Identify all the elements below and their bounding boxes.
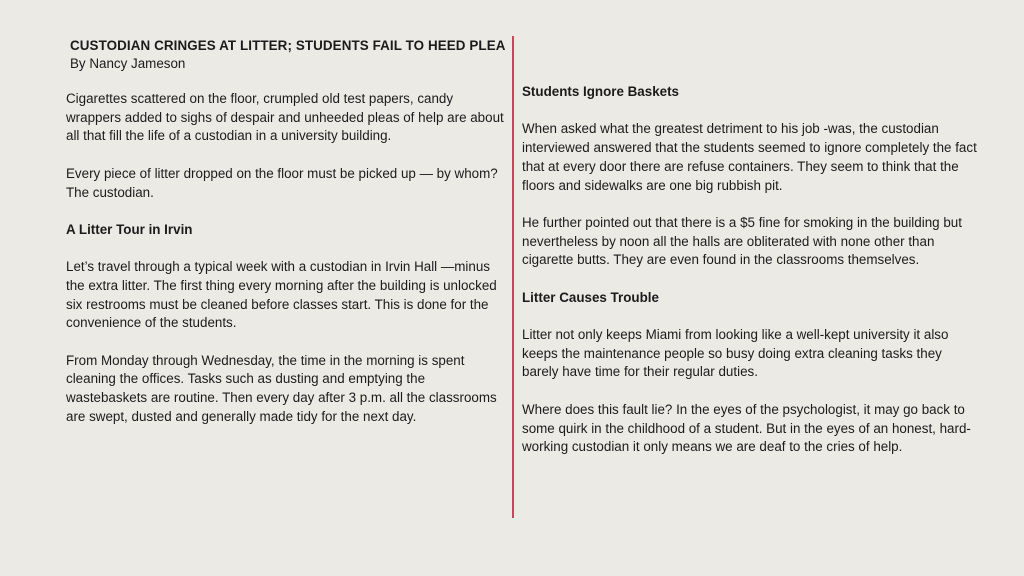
subheading: Litter Causes Trouble [522, 289, 659, 305]
column-divider [512, 36, 514, 518]
paragraph: When asked what the greatest detriment to his job -was, the custodian interviewed answered that the students seemed to ignore completely the fact that at every door there are refuse containers. They seem to think that the floors and sidewalks are one big rubbish pit. [522, 121, 977, 193]
paragraph: Where does this fault lie? In the eyes of the psychologist, it may go back to some quirk in the childhood of a student. But in the eyes of an honest, hard-working custodian it only means we are deaf to the cries of help. [522, 401, 971, 455]
article-header [70, 37, 506, 73]
paragraph: Let’s travel through a typical week with a custodian in Irvin Hall —minus the extra litter. The first thing every morning after the building is unlocked six restrooms must be cleaned before classes start. This is done for the convenience of the students. [66, 259, 497, 331]
byline: By Nancy Jameson [70, 56, 186, 71]
right-column [522, 83, 982, 476]
paragraph: He further pointed out that there is a $5 fine for smoking in the building but nevertheless by noon all the halls are obliterated with none other than cigarette butts. They are even found in the classrooms themselves. [522, 214, 962, 268]
headline: CUSTODIAN CRINGES AT LITTER; STUDENTS FAIL TO HEED PLEA [70, 38, 506, 53]
left-column [66, 90, 506, 445]
paragraph: Every piece of litter dropped on the floor must be picked up — by whom? The custodian. [66, 165, 498, 200]
paragraph: From Monday through Wednesday, the time in the morning is spent cleaning the offices. Tasks such as dusting and emptying the wastebaskets are routine. Then every day after 3 p.m. all the classrooms are swept, dusted and generally made tidy for the next day. [66, 352, 497, 424]
paragraph: Cigarettes scattered on the floor, crumpled old test papers, candy wrappers added to sighs of despair and unheeded pleas of help are about all that fill the life of a custodian in a university building. [66, 91, 504, 144]
paragraph: Litter not only keeps Miami from looking like a well-kept university it also keeps the maintenance people so busy doing extra cleaning tasks they barely have time for their regular duties. [522, 327, 949, 380]
subheading: Students Ignore Baskets [522, 84, 680, 99]
subheading: A Litter Tour in Irvin [66, 221, 193, 237]
